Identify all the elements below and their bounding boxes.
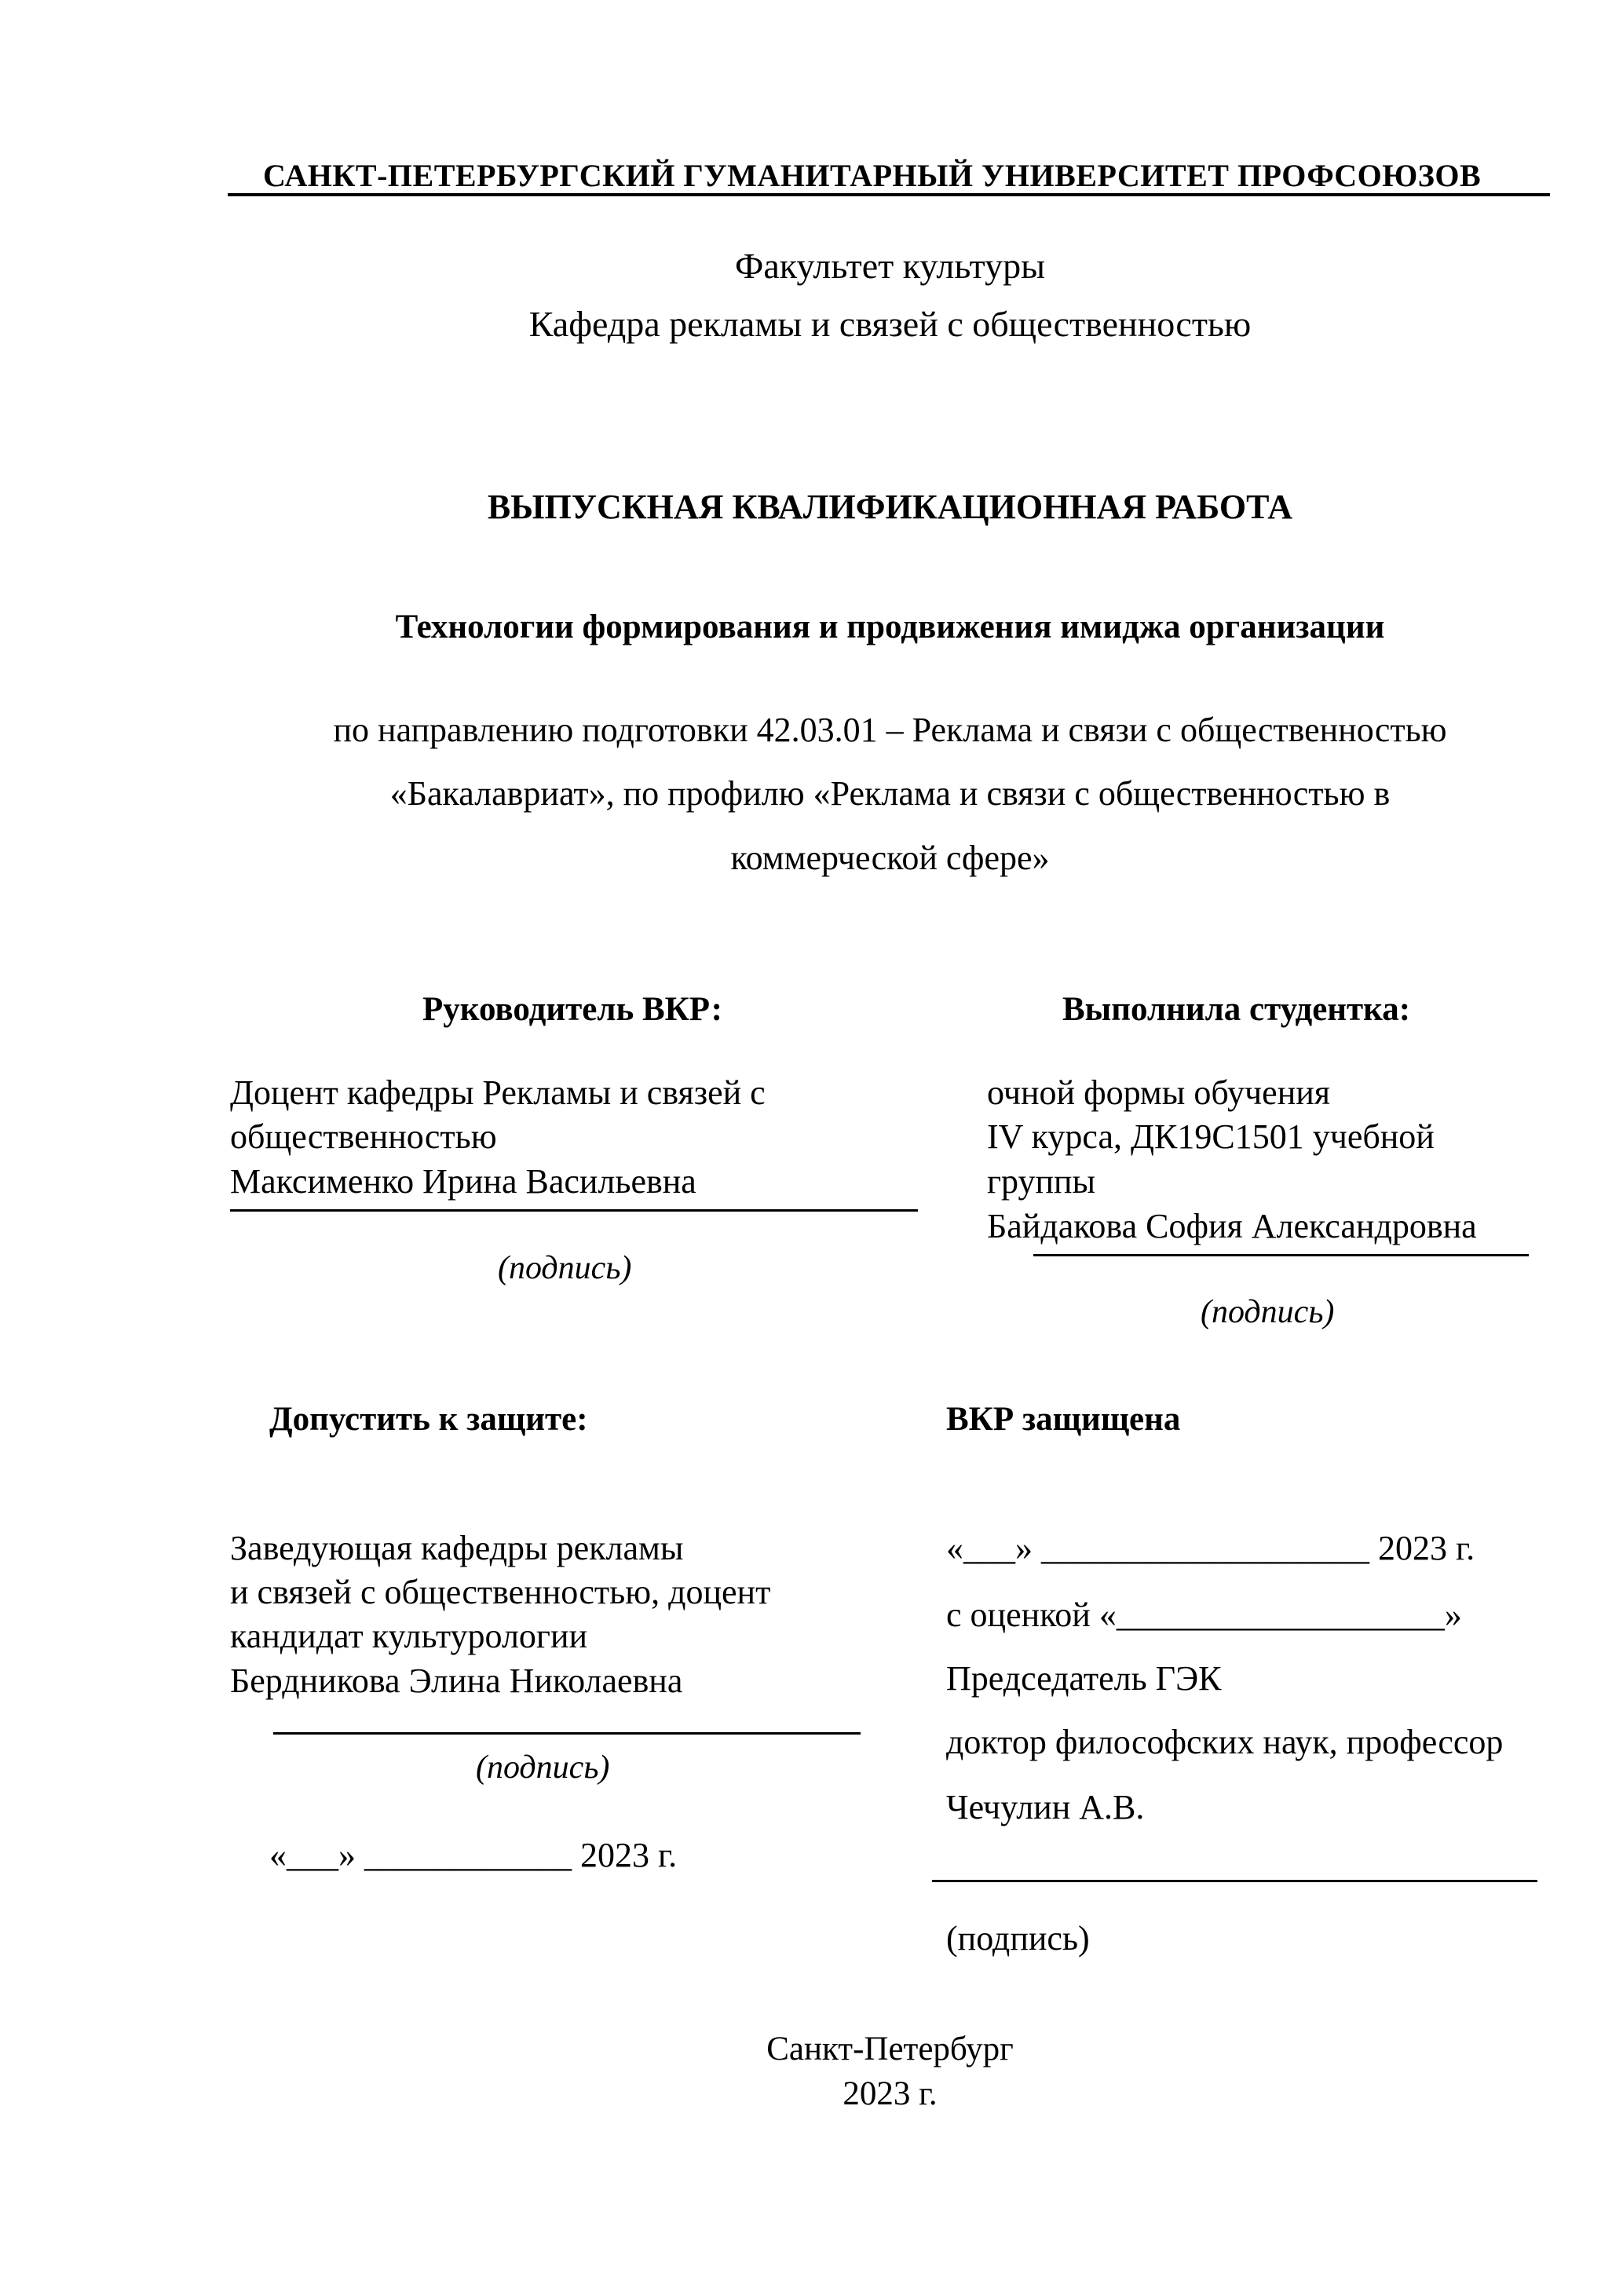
student-name: Байдакова София Александровна	[987, 1207, 1477, 1245]
footer-year: 2023 г.	[843, 2075, 938, 2112]
admission-line: кандидат культурологии	[230, 1617, 588, 1655]
student-line: группы	[987, 1162, 1096, 1201]
student-heading: Выполнила студентка:	[1062, 991, 1411, 1028]
work-title: Технологии формирования и продвижения имиджа организации	[395, 609, 1385, 645]
department-name: Кафедра рекламы и связей с общественностью	[528, 304, 1252, 344]
defense-chair-degree: доктор философских наук, профессор	[946, 1723, 1504, 1761]
admission-heading: Допустить к защите:	[269, 1401, 588, 1438]
faculty-name: Факультет культуры	[735, 246, 1045, 286]
defense-grade: с оценкой «___________________»	[946, 1596, 1462, 1634]
defense-chair-name: Чечулин А.В.	[946, 1788, 1145, 1826]
direction-line: коммерческой сфере»	[730, 839, 1050, 877]
direction-line: по направлению подготовки 42.03.01 – Реклама и связи с общественностью	[333, 711, 1447, 749]
admission-name: Бердникова Элина Николаевна	[230, 1662, 683, 1700]
supervisor-line: общественностью	[230, 1117, 497, 1156]
header-rule	[228, 193, 1550, 196]
student-signature-line	[1033, 1254, 1529, 1256]
supervisor-line: Доцент кафедры Рекламы и связей с	[230, 1073, 766, 1112]
defense-signature-line	[932, 1880, 1537, 1882]
supervisor-name: Максименко Ирина Васильевна	[230, 1162, 696, 1201]
admission-signature-label: (подпись)	[476, 1749, 610, 1786]
supervisor-signature-line	[230, 1209, 918, 1212]
defense-chair-title: Председатель ГЭК	[946, 1659, 1222, 1698]
university-name: САНКТ-ПЕТЕРБУРГСКИЙ ГУМАНИТАРНЫЙ УНИВЕРСИТЕТ ПРОФСОЮЗОВ	[263, 158, 1482, 193]
student-line: очной формы обучения	[987, 1073, 1331, 1112]
defense-signature-label: (подпись)	[946, 1919, 1090, 1958]
defense-date: «___» ___________________ 2023 г.	[946, 1529, 1475, 1567]
admission-signature-line	[273, 1732, 861, 1735]
admission-line: и связей с общественностью, доцент	[230, 1573, 771, 1611]
admission-date: «___» ____________ 2023 г.	[269, 1836, 678, 1874]
defense-heading: ВКР защищена	[946, 1401, 1181, 1438]
direction-line: «Бакалавриат», по профилю «Реклама и связи с общественностью в	[389, 774, 1391, 813]
student-line: IV курса, ДК19С1501 учебной	[987, 1117, 1435, 1156]
work-type-heading: ВЫПУСКНАЯ КВАЛИФИКАЦИОННАЯ РАБОТА	[487, 488, 1293, 526]
footer-city: Санкт-Петербург	[766, 2031, 1014, 2067]
supervisor-heading: Руководитель ВКР:	[422, 991, 722, 1028]
student-signature-label: (подпись)	[1201, 1294, 1335, 1330]
admission-line: Заведующая кафедры рекламы	[230, 1529, 684, 1567]
supervisor-signature-label: (подпись)	[498, 1250, 632, 1286]
